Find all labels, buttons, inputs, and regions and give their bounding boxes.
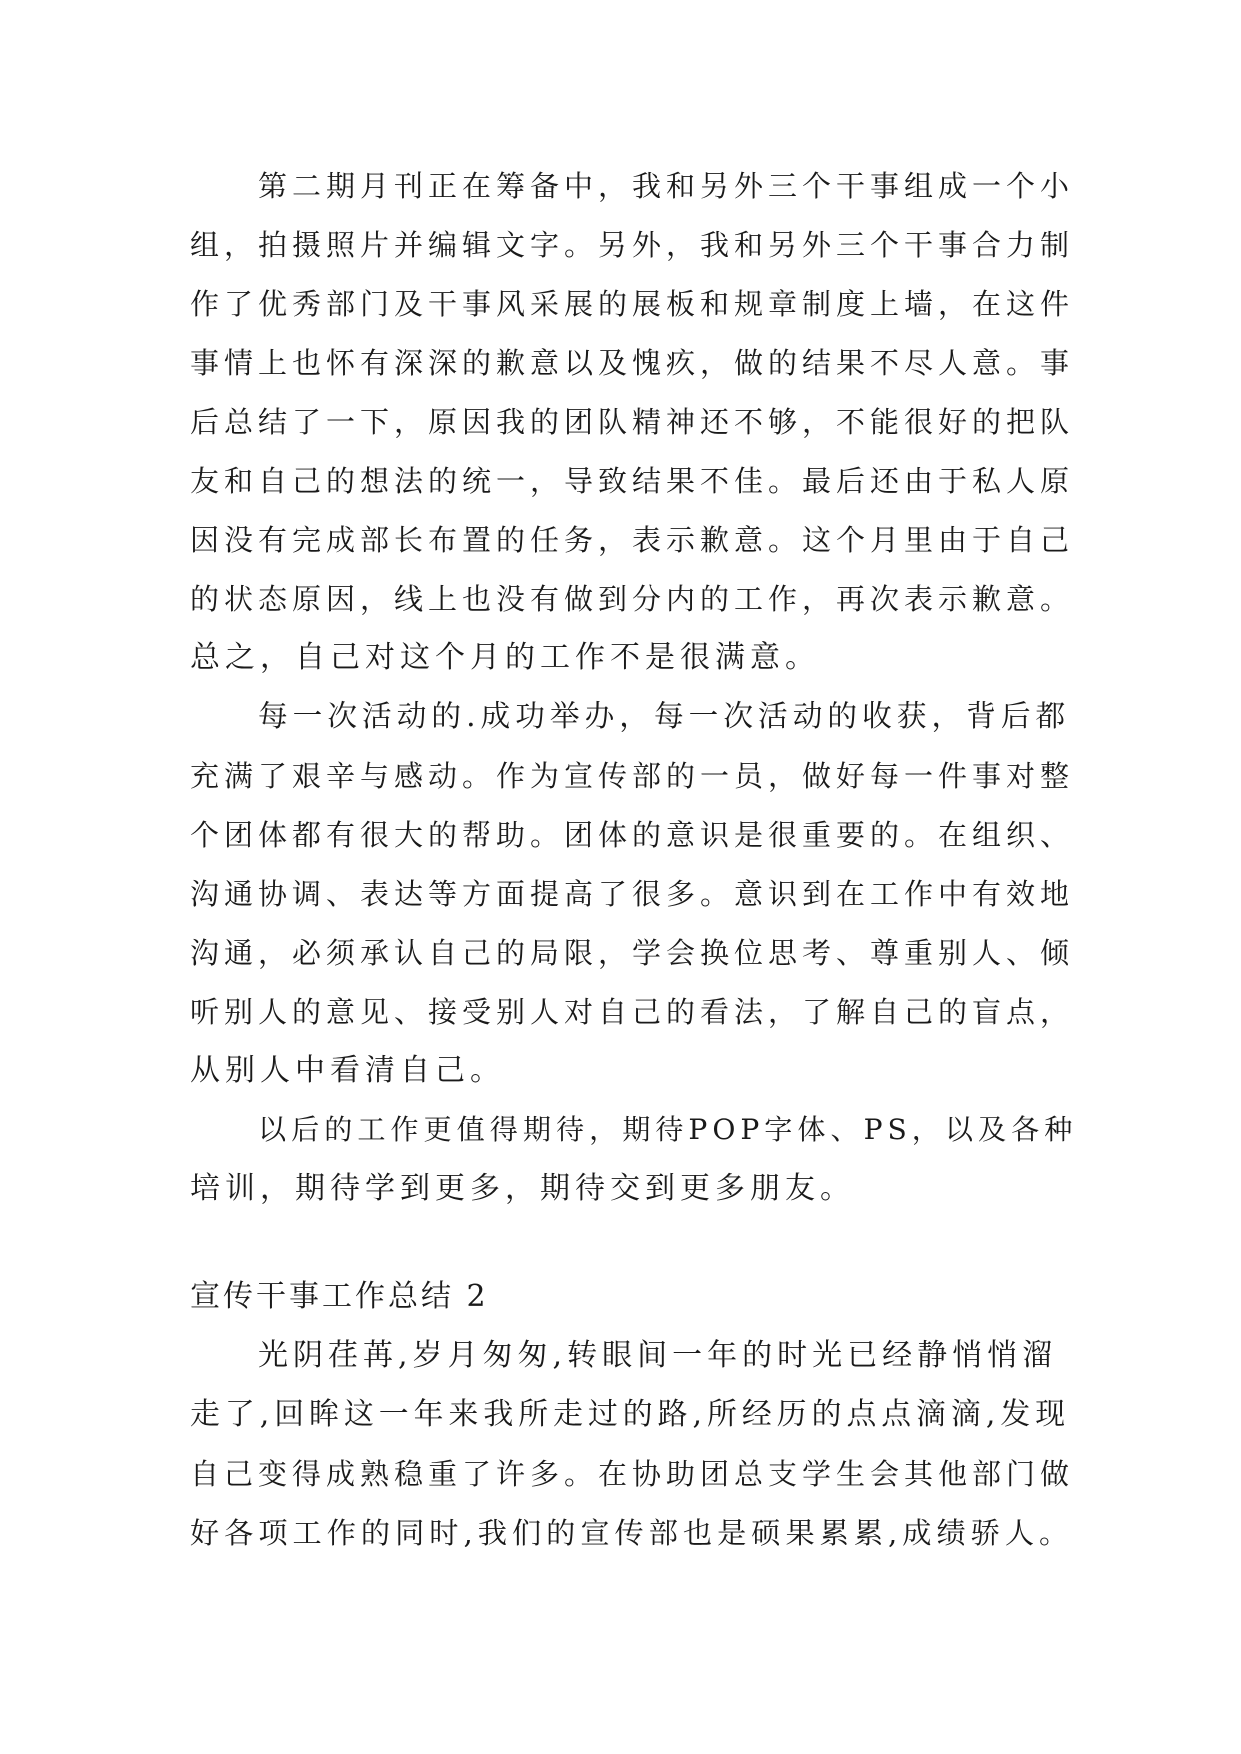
p2-line-7: 从别人中看清自己。 <box>190 1053 505 1088</box>
p1-line-7: 因没有完成部长布置的任务，表示歉意。这个月里由于自己 <box>190 523 1075 557</box>
p1-line-1: 第二期月刊正在筹备中，我和另外三个干事组成一个小 <box>258 169 1075 203</box>
p1-line-5: 后总结了一下，原因我的团队精神还不够，不能很好的把队 <box>190 405 1075 439</box>
p4-line-1: 光阴荏苒,岁月匆匆,转眼间一年的时光已经静悄悄溜 <box>258 1338 1058 1373</box>
p1-line-2: 组，拍摄照片并编辑文字。另外，我和另外三个干事合力制 <box>190 228 1075 262</box>
section-title: 宣传干事工作总结 2 <box>190 1279 489 1314</box>
p1-line-6: 友和自己的想法的统一，导致结果不佳。最后还由于私人原 <box>190 464 1075 498</box>
p2-line-6: 听别人的意见、接受别人对自己的看法，了解自己的盲点， <box>190 995 1075 1029</box>
p2-line-1: 每一次活动的.成功举办，每一次活动的收获，背后都 <box>258 699 1071 734</box>
p4-line-3: 自己变得成熟稳重了许多。在协助团总支学生会其他部门做 <box>190 1457 1075 1491</box>
p1-line-4: 事情上也怀有深深的歉意以及愧疚，做的结果不尽人意。事 <box>190 346 1075 380</box>
p1-line-8: 的状态原因，线上也没有做到分内的工作，再次表示歉意。 <box>190 582 1075 616</box>
p2-line-2: 充满了艰辛与感动。作为宣传部的一员，做好每一件事对整 <box>190 759 1075 793</box>
p3-line-1: 以后的工作更值得期待，期待POP字体、PS，以及各种 <box>258 1113 1078 1146</box>
p2-line-3: 个团体都有很大的帮助。团体的意识是很重要的。在组织、 <box>190 818 1075 852</box>
p1-line-9: 总之，自己对这个月的工作不是很满意。 <box>190 640 820 675</box>
p4-line-4: 好各项工作的同时,我们的宣传部也是硕果累累,成绩骄人。 <box>190 1516 1074 1550</box>
p4-line-2: 走了,回眸这一年来我所走过的路,所经历的点点滴滴,发现 <box>190 1397 1071 1432</box>
p3-line-2: 培训，期待学到更多，期待交到更多朋友。 <box>190 1171 855 1206</box>
p1-line-3: 作了优秀部门及干事风采展的展板和规章制度上墙，在这件 <box>190 287 1075 321</box>
p2-line-5: 沟通，必须承认自己的局限，学会换位思考、尊重别人、倾 <box>190 936 1075 970</box>
p2-line-4: 沟通协调、表达等方面提高了很多。意识到在工作中有效地 <box>190 877 1075 911</box>
